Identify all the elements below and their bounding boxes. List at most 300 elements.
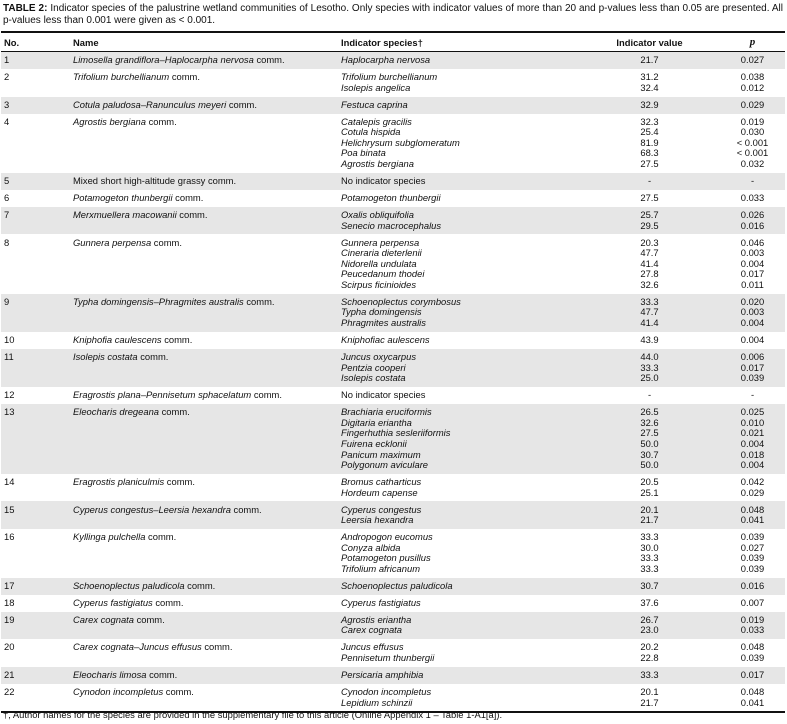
community-name xyxy=(67,595,338,612)
indicator-value: 25.0 xyxy=(640,372,659,384)
indicator-species: Polygonum aviculare xyxy=(341,459,429,471)
p-value-cell xyxy=(720,69,785,97)
indicator-species-cell xyxy=(338,404,579,474)
indicator-value: 44.0 xyxy=(640,351,659,362)
indicator-value: 33.3 xyxy=(640,295,659,307)
indicator-species: Digitaria eriantha xyxy=(341,416,412,428)
table-caption xyxy=(3,3,783,26)
indicator-species: Cotula hispida xyxy=(341,126,401,138)
p-value-cell xyxy=(720,474,785,502)
community-name-suffix: comm. xyxy=(184,579,216,591)
indicator-value: 68.3 xyxy=(640,147,659,159)
community-name-italic: Carex cognata–Juncus effusus xyxy=(73,641,202,653)
indicator-value: 29.5 xyxy=(640,219,659,231)
indicator-species-cell xyxy=(338,501,579,529)
indicator-species: Juncus oxycarpus xyxy=(341,351,417,362)
indicator-species-cell xyxy=(338,207,579,235)
p-value: - xyxy=(750,175,755,187)
indicator-species: Bromus catharticus xyxy=(341,476,422,488)
p-value-cell xyxy=(720,190,785,207)
indicator-value: 20.1 xyxy=(640,685,659,697)
community-name-italic: Kniphofia caulescens xyxy=(73,334,162,346)
indicator-species-cell xyxy=(338,639,579,667)
indicator-value: 33.3 xyxy=(640,552,659,564)
p-value: 0.003 xyxy=(740,247,765,259)
indicator-species: Catalepis gracilis xyxy=(341,115,412,127)
indicator-species: Schoenoplectus corymbosus xyxy=(341,295,461,307)
p-value: 0.048 xyxy=(740,685,765,697)
indicator-value: 43.9 xyxy=(640,334,659,346)
community-name-italic: Schoenoplectus paludicola xyxy=(73,579,185,591)
indicator-value: 41.4 xyxy=(640,257,659,269)
indicator-species-cell xyxy=(338,667,579,684)
table-row xyxy=(1,595,785,612)
indicator-species: Schoenoplectus paludicola xyxy=(341,579,453,591)
indicator-value: 30.7 xyxy=(640,448,659,460)
p-value-cell xyxy=(720,387,785,404)
table-row xyxy=(1,349,785,387)
p-value: 0.019 xyxy=(740,613,765,625)
indicator-value-cell xyxy=(579,97,720,114)
indicator-value-cell xyxy=(579,190,720,207)
indicator-species: Peucedanum thodei xyxy=(341,268,425,280)
community-name-italic: Merxmuellera macowanii xyxy=(73,208,177,220)
community-name-italic: Eleocharis limosa xyxy=(73,669,147,680)
indicator-species: Trifolium burchellianum xyxy=(341,71,438,83)
indicator-species: Isolepis angelica xyxy=(341,81,411,93)
indicator-species-cell xyxy=(338,190,579,207)
p-value: 0.016 xyxy=(740,579,765,591)
indicator-value: - xyxy=(647,389,652,401)
p-value: 0.017 xyxy=(740,669,765,680)
p-value: 0.033 xyxy=(740,192,765,203)
row-number: 6 xyxy=(4,192,10,203)
indicator-species: Helichrysum subglomeratum xyxy=(341,136,460,148)
p-value: 0.032 xyxy=(740,158,765,170)
indicator-species: Panicum maximum xyxy=(341,448,421,460)
p-value-cell xyxy=(720,97,785,114)
indicator-species-cell xyxy=(338,595,579,612)
community-name-suffix: comm. xyxy=(172,192,204,203)
community-name-suffix: comm. xyxy=(163,685,194,697)
indicator-species: Brachiaria eruciformis xyxy=(341,406,432,418)
p-value: - xyxy=(750,389,755,401)
p-value-cell xyxy=(720,52,785,69)
indicator-species-cell xyxy=(338,578,579,595)
caption-text: Indicator species of the palustrine wetland communities of Lesotho. Only species with indicator values of more than 20 and p-values less than 0.05 are presented. All p-values less than 0.001 were given as < 0.001. xyxy=(3,3,783,26)
indicator-species: Senecio macrocephalus xyxy=(341,219,442,231)
p-value: 0.010 xyxy=(740,416,765,428)
indicator-value: 26.5 xyxy=(640,406,659,418)
indicator-species: No indicator species xyxy=(341,175,426,187)
p-value-cell xyxy=(720,173,785,190)
community-name-suffix: comm. xyxy=(243,295,275,307)
table-row xyxy=(1,404,785,474)
indicator-value: 21.7 xyxy=(640,54,659,66)
p-value-cell xyxy=(720,114,785,173)
table-row xyxy=(1,612,785,640)
indicator-value: 20.3 xyxy=(640,236,659,248)
table-row xyxy=(1,474,785,502)
community-name xyxy=(67,234,338,293)
community-name-italic: Agrostis bergiana xyxy=(73,115,146,127)
community-name xyxy=(67,207,338,235)
community-name-suffix: comm. xyxy=(169,71,200,83)
community-name-suffix: comm. xyxy=(145,115,177,127)
indicator-value: 21.7 xyxy=(640,514,659,526)
indicator-value-cell xyxy=(579,667,720,684)
indicator-value-cell xyxy=(579,684,720,713)
table-row xyxy=(1,97,785,114)
row-number: 4 xyxy=(4,115,10,127)
indicator-species-cell xyxy=(338,52,579,69)
indicator-species-table xyxy=(1,31,785,713)
caption-label: TABLE 2: xyxy=(3,3,48,14)
indicator-value: 20.2 xyxy=(640,641,659,653)
community-name xyxy=(67,667,338,684)
p-value: < 0.001 xyxy=(736,147,769,159)
p-value-cell xyxy=(720,578,785,595)
community-name-suffix: comm. xyxy=(146,669,178,680)
indicator-value: 25.4 xyxy=(640,126,659,138)
community-name-italic: Cynodon incompletus xyxy=(73,685,164,697)
indicator-value: 33.3 xyxy=(640,531,659,543)
community-name xyxy=(67,173,338,190)
table-row xyxy=(1,387,785,404)
indicator-value: 33.3 xyxy=(640,562,659,574)
community-name-suffix: comm. xyxy=(145,531,177,543)
community-name xyxy=(67,114,338,173)
p-value-cell xyxy=(720,207,785,235)
community-name-italic: Gunnera perpensa xyxy=(73,236,152,248)
table-body xyxy=(1,52,785,713)
indicator-value-cell xyxy=(579,474,720,502)
table-row xyxy=(1,578,785,595)
p-value: 0.016 xyxy=(740,219,765,231)
indicator-species: Agrostis bergiana xyxy=(341,158,414,170)
community-name-suffix: comm. xyxy=(151,236,182,248)
indicator-value: 31.2 xyxy=(640,71,659,83)
table-row xyxy=(1,529,785,578)
indicator-species: Pentzia cooperi xyxy=(341,361,406,373)
indicator-species-cell xyxy=(338,529,579,578)
indicator-species: Andropogon eucomus xyxy=(341,531,433,543)
indicator-value: 22.8 xyxy=(640,652,659,664)
community-name xyxy=(67,529,338,578)
indicator-species: Leersia hexandra xyxy=(341,514,414,526)
indicator-species: No indicator species xyxy=(341,389,426,401)
indicator-value: 20.5 xyxy=(640,476,659,488)
p-value-cell xyxy=(720,501,785,529)
p-value: 0.048 xyxy=(740,503,765,515)
indicator-species: Cynodon incompletus xyxy=(341,685,432,697)
table-row xyxy=(1,69,785,97)
indicator-value-cell xyxy=(579,69,720,97)
row-number: 7 xyxy=(1,207,67,235)
indicator-species: Carex cognata xyxy=(341,624,402,636)
indicator-value: 21.7 xyxy=(640,696,659,708)
indicator-value-cell xyxy=(579,52,720,69)
p-value: 0.042 xyxy=(740,476,765,488)
community-name-italic: Eragrostis plana–Pennisetum sphacelatum xyxy=(73,389,252,401)
community-name-suffix: comm. xyxy=(201,641,233,653)
community-name-italic: Cyperus congestus–Leersia hexandra xyxy=(73,503,231,515)
table-row xyxy=(1,52,785,69)
indicator-value-cell xyxy=(579,612,720,640)
indicator-species: Poa binata xyxy=(341,147,386,159)
p-value: 0.039 xyxy=(740,562,765,574)
p-value: 0.029 xyxy=(740,98,765,110)
p-value: 0.012 xyxy=(740,81,765,93)
indicator-value: 25.1 xyxy=(640,486,659,498)
indicator-species-cell xyxy=(338,234,579,293)
p-value: 0.029 xyxy=(740,486,765,498)
header-name: Name xyxy=(67,32,338,52)
p-value: 0.007 xyxy=(740,596,765,608)
indicator-species-cell xyxy=(338,349,579,387)
indicator-species: Persicaria amphibia xyxy=(341,669,424,680)
indicator-species-cell xyxy=(338,294,579,332)
p-value: 0.006 xyxy=(740,351,765,362)
indicator-species: Fingerhuthia sesleriiformis xyxy=(341,427,451,439)
p-value: 0.027 xyxy=(740,54,765,66)
community-name-italic: Isolepis costata xyxy=(73,351,138,362)
row-number: 16 xyxy=(4,531,15,543)
indicator-value: 25.7 xyxy=(640,208,659,220)
indicator-species: Trifolium africanum xyxy=(341,562,421,574)
row-number: 2 xyxy=(4,71,10,83)
indicator-value-cell xyxy=(579,207,720,235)
community-name xyxy=(67,474,338,502)
indicator-value: 30.0 xyxy=(640,541,659,553)
community-name-suffix: comm. xyxy=(159,406,190,418)
indicator-species: Festuca caprina xyxy=(341,98,408,110)
community-name-suffix: Mixed short high-altitude grassy comm. xyxy=(73,175,237,187)
header-no: No. xyxy=(1,32,67,52)
indicator-value: 27.5 xyxy=(640,427,659,439)
community-name xyxy=(67,69,338,97)
p-value-cell xyxy=(720,529,785,578)
p-value: 0.019 xyxy=(740,115,765,127)
row-number: 18 xyxy=(4,596,15,608)
community-name xyxy=(67,612,338,640)
p-value-cell xyxy=(720,234,785,293)
p-value: 0.041 xyxy=(740,696,765,708)
community-name-italic: Typha domingensis–Phragmites australis xyxy=(73,295,244,307)
indicator-species: Fuirena ecklonii xyxy=(341,437,407,449)
indicator-value: 50.0 xyxy=(640,459,659,471)
community-name-suffix: comm. xyxy=(164,476,195,488)
indicator-value: 32.3 xyxy=(640,115,659,127)
indicator-value: 27.5 xyxy=(640,192,659,203)
row-number: 21 xyxy=(1,667,67,684)
p-value: 0.026 xyxy=(740,208,765,220)
table-row xyxy=(1,639,785,667)
indicator-value: 26.7 xyxy=(640,613,659,625)
p-value: 0.017 xyxy=(740,361,765,373)
table-row xyxy=(1,294,785,332)
indicator-value-cell xyxy=(579,349,720,387)
indicator-value: 50.0 xyxy=(640,437,659,449)
indicator-species: Hordeum capense xyxy=(341,486,418,498)
p-value: 0.020 xyxy=(740,295,765,307)
community-name xyxy=(67,294,338,332)
row-number: 13 xyxy=(1,404,67,474)
p-value-cell xyxy=(720,667,785,684)
community-name xyxy=(67,190,338,207)
header-indicator-value: Indicator value xyxy=(579,32,720,52)
indicator-value: 33.3 xyxy=(640,669,659,680)
indicator-value-cell xyxy=(579,234,720,293)
community-name xyxy=(67,501,338,529)
p-value: 0.048 xyxy=(740,641,765,653)
row-number: 22 xyxy=(4,685,15,697)
indicator-value: 23.0 xyxy=(640,624,659,636)
indicator-value: 37.6 xyxy=(640,596,659,608)
indicator-species: Gunnera perpensa xyxy=(341,236,420,248)
indicator-species: Cineraria dieterlenii xyxy=(341,247,422,259)
community-name xyxy=(67,97,338,114)
indicator-value: 30.7 xyxy=(640,579,659,591)
indicator-value-cell xyxy=(579,501,720,529)
community-name-italic: Potamogeton thunbergii xyxy=(73,192,173,203)
p-value: 0.033 xyxy=(740,624,765,636)
indicator-species: Isolepis costata xyxy=(341,372,406,384)
table-row xyxy=(1,173,785,190)
indicator-value-cell xyxy=(579,639,720,667)
indicator-species-cell xyxy=(338,69,579,97)
p-value: 0.004 xyxy=(740,459,765,471)
indicator-species: Kniphofiac aulescens xyxy=(341,334,430,346)
indicator-species-cell xyxy=(338,97,579,114)
header-indicator-species: Indicator species† xyxy=(338,32,579,52)
indicator-value: 27.8 xyxy=(640,268,659,280)
community-name xyxy=(67,332,338,349)
p-value: 0.021 xyxy=(740,427,765,439)
indicator-species-cell xyxy=(338,387,579,404)
indicator-species-cell xyxy=(338,332,579,349)
indicator-species: Potamogeton pusillus xyxy=(341,552,431,564)
indicator-species: Cyperus fastigiatus xyxy=(341,596,421,608)
indicator-species: Cyperus congestus xyxy=(341,503,422,515)
community-name xyxy=(67,404,338,474)
p-value: 0.017 xyxy=(740,268,765,280)
community-name-suffix: comm. xyxy=(251,389,282,401)
indicator-species: Scirpus ficinioides xyxy=(341,278,417,290)
indicator-value: 32.6 xyxy=(640,278,659,290)
p-value: 0.003 xyxy=(740,306,765,318)
footnote: †, Author names for the species are provided in the supplementary file to this article (Online Appendix 1 – Table 1-A1[a]). xyxy=(3,709,503,720)
indicator-value-cell xyxy=(579,294,720,332)
indicator-value: 41.4 xyxy=(640,317,659,329)
indicator-species: Typha domingensis xyxy=(341,306,422,318)
community-name-suffix: comm. xyxy=(137,351,169,362)
p-value: 0.039 xyxy=(740,372,765,384)
indicator-value: 33.3 xyxy=(640,361,659,373)
community-name xyxy=(67,578,338,595)
p-value-cell xyxy=(720,349,785,387)
p-value: 0.025 xyxy=(740,406,765,418)
community-name-suffix: comm. xyxy=(176,208,208,220)
community-name-suffix: comm. xyxy=(226,98,257,110)
community-name-suffix: comm. xyxy=(161,334,193,346)
row-number: 14 xyxy=(4,476,15,488)
community-name-suffix: comm. xyxy=(133,613,165,625)
indicator-species: Phragmites australis xyxy=(341,317,426,329)
indicator-value: 27.5 xyxy=(640,158,659,170)
table-row xyxy=(1,234,785,293)
community-name xyxy=(67,387,338,404)
p-value: 0.046 xyxy=(740,236,765,248)
p-value: 0.011 xyxy=(741,278,764,290)
community-name-italic: Cyperus fastigiatus xyxy=(73,596,153,608)
indicator-value-cell xyxy=(579,387,720,404)
p-value: < 0.001 xyxy=(736,136,769,148)
p-value: 0.041 xyxy=(740,514,765,526)
table-row xyxy=(1,332,785,349)
indicator-species: Pennisetum thunbergii xyxy=(341,652,435,664)
indicator-value: 32.4 xyxy=(640,81,659,93)
table-row xyxy=(1,667,785,684)
indicator-value-cell xyxy=(579,578,720,595)
p-value: 0.004 xyxy=(740,437,765,449)
p-value: 0.039 xyxy=(740,552,765,564)
indicator-species: Conyza albida xyxy=(341,541,401,553)
p-value: 0.039 xyxy=(740,531,765,543)
indicator-value: - xyxy=(647,175,652,187)
indicator-species: Juncus effusus xyxy=(341,641,404,653)
p-value-cell xyxy=(720,639,785,667)
indicator-species: Oxalis obliquifolia xyxy=(341,208,414,220)
row-number: 20 xyxy=(4,641,15,653)
header-p-value: p xyxy=(720,32,785,52)
community-name xyxy=(67,52,338,69)
indicator-value: 47.7 xyxy=(640,247,659,259)
community-name-italic: Carex cognata xyxy=(73,613,134,625)
p-value: 0.027 xyxy=(740,541,765,553)
p-value-cell xyxy=(720,612,785,640)
indicator-value: 32.6 xyxy=(640,416,659,428)
community-name-italic: Kyllinga pulchella xyxy=(73,531,146,543)
p-value: 0.004 xyxy=(740,257,765,269)
community-name-italic: Eragrostis planiculmis xyxy=(73,476,165,488)
p-value-cell xyxy=(720,332,785,349)
p-value: 0.038 xyxy=(740,71,765,83)
p-value-cell xyxy=(720,404,785,474)
table-row xyxy=(1,190,785,207)
community-name-suffix: comm. xyxy=(152,596,184,608)
p-value: 0.030 xyxy=(740,126,765,138)
indicator-species: Nidorella undulata xyxy=(341,257,417,269)
community-name-suffix: comm. xyxy=(230,503,262,515)
table-header-row xyxy=(1,32,785,52)
table-row xyxy=(1,501,785,529)
p-value: 0.039 xyxy=(740,652,765,664)
row-number: 10 xyxy=(4,334,15,346)
indicator-species: Haplocarpha nervosa xyxy=(341,54,431,66)
table-row xyxy=(1,207,785,235)
indicator-species: Agrostis eriantha xyxy=(341,613,412,625)
indicator-value-cell xyxy=(579,404,720,474)
community-name-italic: Limosella grandiflora–Haplocarpha nervosa xyxy=(73,54,254,66)
community-name-suffix: comm. xyxy=(253,54,285,66)
indicator-species: Lepidium schinzii xyxy=(341,696,413,708)
row-number: 5 xyxy=(1,173,67,190)
indicator-value-cell xyxy=(579,173,720,190)
community-name-italic: Cotula paludosa–Ranunculus meyeri xyxy=(73,98,227,110)
row-number: 19 xyxy=(1,612,67,640)
community-name-italic: Eleocharis dregeana xyxy=(73,406,159,418)
